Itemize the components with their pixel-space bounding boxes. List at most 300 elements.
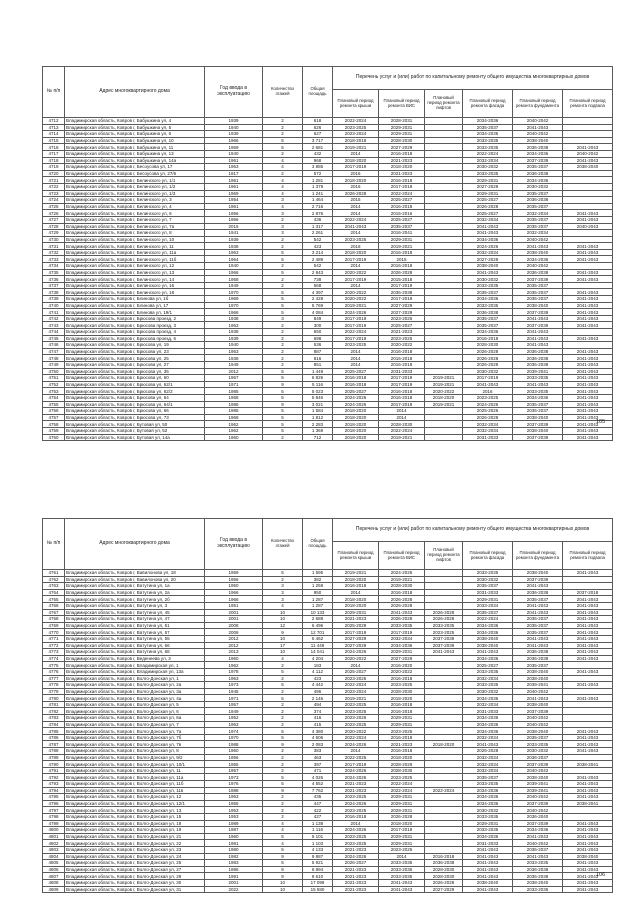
table-cell: 4757 (43, 414, 65, 421)
table-cell: 2040-2042 (513, 767, 563, 774)
table-cell: 2031-2033 (379, 368, 425, 375)
table-cell: 2016-2018 (379, 249, 425, 256)
table-cell: 4 (263, 840, 303, 847)
table-row (43, 728, 613, 735)
table-cell: 2020-2022 (333, 655, 379, 662)
table-cell: 2041-2043 (563, 596, 613, 603)
table-cell: 2041-2043 (463, 381, 513, 388)
table-cell: 3 885 (303, 164, 333, 171)
table-row (43, 820, 613, 827)
table-cell: 2036-2038 (513, 269, 563, 276)
table-cell: 1 595 (303, 570, 333, 577)
table-cell: 471 (303, 767, 333, 774)
table-cell (425, 348, 463, 355)
table-cell: 2037-2039 (513, 157, 563, 164)
table-cell: 2037-2039 (513, 276, 563, 283)
table-cell: 2034-2036 (379, 642, 425, 649)
table-cell: 2018-2020 (379, 164, 425, 171)
table-cell: 2023-2025 (333, 807, 379, 814)
table-cell: 1940 (205, 150, 263, 157)
table-row (43, 662, 613, 669)
table-cell: 2 (263, 721, 303, 728)
table-cell: Владимирская область, Ковров г, Владимирская ул, 13а (65, 668, 205, 675)
table-cell: 2019-2021 (333, 302, 379, 309)
table-cell: 2035-2037 (513, 662, 563, 669)
table-cell (563, 124, 613, 131)
table-cell: 2038-2040 (513, 427, 563, 434)
table-cell: 6 826 (303, 375, 333, 382)
table-row (43, 873, 613, 880)
table-cell: 2035-2037 (513, 164, 563, 171)
table-cell: Владимирская область, Ковров г, Белинского ул, 16 (65, 282, 205, 289)
table-cell: Владимирская область, Ковров г, Блинова ул, 19/1 (65, 309, 205, 316)
table-cell (425, 695, 463, 702)
table-cell: 494 (303, 701, 333, 708)
table-cell: 1 379 (303, 183, 333, 190)
table-cell: 2018-2020 (425, 394, 463, 401)
table-cell: 2033-2035 (513, 860, 563, 867)
table-cell (425, 781, 463, 788)
table-cell: 432 (303, 150, 333, 157)
table-cell: 2019-2021 (379, 434, 425, 441)
table-row (43, 421, 613, 428)
table-cell (425, 309, 463, 316)
table-cell (425, 157, 463, 164)
table-cell: 1973 (205, 774, 263, 781)
table-cell: 2041-2043 (563, 434, 613, 441)
table-cell: 2041-2043 (563, 629, 613, 636)
table-cell: Владимирская область, Ковров г, Веденеева ул, 3 (65, 655, 205, 662)
table-cell: 1987 (205, 827, 263, 834)
table-cell: 2027-2029 (379, 655, 425, 662)
table-cell: 1955 (205, 761, 263, 768)
table-cell: 2041-2043 (513, 124, 563, 131)
table-cell: 2032-2034 (463, 754, 513, 761)
table-cell (425, 282, 463, 289)
table-cell: 2041-2043 (563, 276, 613, 283)
table-cell: 2033-2035 (463, 144, 513, 151)
table-cell (425, 150, 463, 157)
table-cell: 1960 (205, 434, 263, 441)
table-cell: 2030-2032 (463, 368, 513, 375)
table-cell: 1955 (205, 800, 263, 807)
table-cell: 1970 (205, 734, 263, 741)
table-cell: 2023-2025 (333, 721, 379, 728)
table-cell: 1973 (205, 682, 263, 689)
table-cell: 4736 (43, 276, 65, 283)
table-cell: 2 (263, 794, 303, 801)
table-cell: 2029-2031 (379, 807, 425, 814)
table-cell: 2023-2025 (333, 708, 379, 715)
col-header-address: Адрес многоквартирного дома (65, 67, 205, 118)
table-cell: Владимирская область, Ковров г, Волго-Донская ул, 4а (65, 695, 205, 702)
table-cell: 4801 (43, 833, 65, 840)
table-cell: 2018-2020 (333, 157, 379, 164)
table-cell: 2027-2029 (379, 144, 425, 151)
table-cell: 1938 (205, 315, 263, 322)
table-row (43, 414, 613, 421)
col-header-basement: Плановый период ремонта подвала (563, 90, 613, 118)
table-cell (425, 210, 463, 217)
table-cell: 2041-2043 (379, 609, 425, 616)
table-cell: Владимирская область, Ковров г, Волго-Донская ул, 9/2 (65, 754, 205, 761)
table-cell: 2026-2028 (379, 269, 425, 276)
table-cell: 2024-2026 (463, 243, 513, 250)
table-cell: 9 (263, 401, 303, 408)
table-cell: Владимирская область, Ковров г, Брюсова ул, 35 (65, 368, 205, 375)
table-cell (425, 131, 463, 138)
table-cell: 2026-2028 (379, 596, 425, 603)
table-cell: 2041-2043 (563, 335, 613, 342)
table-cell: 4798 (43, 813, 65, 820)
table-cell: 2041-2043 (563, 296, 613, 303)
table-cell: 2033-2035 (463, 668, 513, 675)
table-row (43, 223, 613, 230)
table-cell: 2014 (333, 355, 379, 362)
table-cell: 2022-2024 (333, 682, 379, 689)
register-page-106 (42, 518, 612, 893)
table-cell: 5 846 (303, 394, 333, 401)
table-cell: 2041-2043 (513, 583, 563, 590)
table-cell: 2041-2043 (563, 879, 613, 886)
table-cell: 2041-2043 (563, 361, 613, 368)
table-cell: 10 (263, 879, 303, 886)
table-cell: 2030-2032 (463, 164, 513, 171)
table-cell: Владимирская область, Ковров г, Волго-Донская ул, 10/1 (65, 761, 205, 768)
table-cell: 2041-2043 (379, 886, 425, 893)
table-cell: 4 552 (303, 781, 333, 788)
table-cell: Владимирская область, Ковров г, Волго-Донская ул, 12 (65, 794, 205, 801)
table-row (43, 609, 613, 616)
table-cell (425, 688, 463, 695)
table-cell (425, 761, 463, 768)
table-cell: 2035-2037 (463, 583, 513, 590)
table-cell: Владимирская область, Ковров г, Бабушкина ул, 6 (65, 131, 205, 138)
table-cell: 2024-2026 (333, 649, 379, 656)
table-cell: Владимирская область, Ковров г, Волго-Донская ул, 15 (65, 813, 205, 820)
table-cell: 2023-2025 (379, 728, 425, 735)
table-cell: 374 (303, 708, 333, 715)
table-cell: 2037-2018 (563, 589, 613, 596)
table-cell: Владимирская область, Ковров г, Волго-Донская ул, 22 (65, 840, 205, 847)
table-cell: Владимирская область, Ковров г, Бабушкина ул, 4 (65, 118, 205, 125)
table-row (43, 596, 613, 603)
table-cell: Владимирская область, Ковров г, Блинова ул, 17 (65, 302, 205, 309)
table-cell (425, 296, 463, 303)
table-row (43, 170, 613, 177)
table-cell: 2 (263, 434, 303, 441)
table-cell: 2025-2028 (333, 622, 379, 629)
table-cell: 2028-2030 (379, 137, 425, 144)
table-cell: Владимирская область, Ковров г, Вавилонова ул, 20 (65, 576, 205, 583)
table-cell: 2016-2018 (333, 375, 379, 382)
table-cell: 2 (263, 761, 303, 768)
table-cell: 2041-2043 (563, 144, 613, 151)
table-cell: 5 (263, 728, 303, 735)
table-cell: 2041-2043 (563, 682, 613, 689)
table-cell: 2029-2031 (379, 236, 425, 243)
table-cell: 1968 (205, 414, 263, 421)
table-cell: 5 (263, 846, 303, 853)
table-cell (563, 767, 613, 774)
table-cell: 1991 (205, 873, 263, 880)
table-cell: 2026-2027 (333, 860, 379, 867)
table-cell: 2034-2036 (463, 800, 513, 807)
table-cell: 2016-2018 (379, 701, 425, 708)
table-cell: 4 (263, 190, 303, 197)
table-cell: 568 (303, 282, 333, 289)
table-cell: 2018-2020 (333, 408, 379, 415)
table-cell (563, 190, 613, 197)
table-cell: 2037-2039 (513, 309, 563, 316)
table-cell: 2025-2027 (379, 322, 425, 329)
table-cell (425, 800, 463, 807)
table-cell: 1949 (205, 361, 263, 368)
table-cell: 2023-2025 (333, 124, 379, 131)
table-cell: 2 (263, 282, 303, 289)
table-cell: 2014 (333, 150, 379, 157)
table-cell: Владимирская область, Ковров г, Брюсова проезд, 6 (65, 335, 205, 342)
table-cell: 2041-2043 (563, 216, 613, 223)
table-cell: 2016-2018 (425, 853, 463, 860)
table-cell: 2017-2019 (379, 296, 425, 303)
table-cell: Владимирская область, Ковров г, Белинского ул, 12 (65, 263, 205, 270)
table-cell (425, 602, 463, 609)
table-cell: 2028-2029 (379, 761, 425, 768)
table-cell: 2027-2029 (463, 183, 513, 190)
table-row (43, 774, 613, 781)
table-cell: 5 (263, 289, 303, 296)
table-cell (425, 236, 463, 243)
table-cell (425, 190, 463, 197)
table-row (43, 741, 613, 748)
table-cell: 5 (263, 421, 303, 428)
table-cell: 1961 (205, 157, 263, 164)
table-cell: 2014 (333, 263, 379, 270)
table-cell: 9 (263, 741, 303, 748)
table-row (43, 642, 613, 649)
table-cell: 1 281 (303, 177, 333, 184)
table-row (43, 150, 613, 157)
table-cell: 2030-2032 (513, 183, 563, 190)
table-cell (425, 223, 463, 230)
table-cell: 9 (263, 873, 303, 880)
table-cell: 2029-2031 (379, 833, 425, 840)
table-cell: Владимирская область, Ковров г, Волго-Донская ул, 18 (65, 820, 205, 827)
table-cell: 738 (303, 276, 333, 283)
table-cell: 4720 (43, 170, 65, 177)
table-cell: 1 317 (303, 223, 333, 230)
table-cell: 2022-2024 (379, 190, 425, 197)
table-cell: 2033-2035 (379, 873, 425, 880)
register-page-105 (42, 66, 612, 441)
table-row (43, 137, 613, 144)
table-cell: 2024-2026 (333, 827, 379, 834)
table-cell: 2018-2020 (333, 576, 379, 583)
table-cell: 4714 (43, 131, 65, 138)
table-cell: 4721 (43, 177, 65, 184)
table-cell: 2037-2039 (513, 421, 563, 428)
table-cell: 1956 (205, 754, 263, 761)
table-row (43, 602, 613, 609)
table-cell: 2032-2034 (463, 249, 513, 256)
table-cell: 2028-2030 (379, 688, 425, 695)
table-cell: 2038-2040 (513, 774, 563, 781)
table-cell: 2041-2043 (513, 635, 563, 642)
table-cell: Владимирская область, Ковров г, Брюсова ул, 64 (65, 394, 205, 401)
table-cell: 2034-2036 (463, 695, 513, 702)
table-cell: Владимирская область, Ковров г, Волго-Донская ул, 3а (65, 688, 205, 695)
table-cell: 2019-2021 (425, 381, 463, 388)
table-cell: 4726 (43, 210, 65, 217)
col-header-roof: Плановый период ремонта крыши (333, 542, 379, 570)
table-cell (563, 701, 613, 708)
table-cell: 2025-2027 (463, 210, 513, 217)
table-cell: 2026-2028 (463, 361, 513, 368)
table-cell: Владимирская область, Ковров г, Ватутина ул, 1а (65, 583, 205, 590)
table-cell: 1 103 (303, 840, 333, 847)
table-cell: 1940 (205, 263, 263, 270)
table-cell: 5 921 (303, 860, 333, 867)
table-cell: 2 (263, 708, 303, 715)
table-cell: 4789 (43, 754, 65, 761)
table-cell: 1968 (205, 394, 263, 401)
table-row (43, 269, 613, 276)
table-cell: 2028-2030 (425, 866, 463, 873)
table-cell: 4743 (43, 322, 65, 329)
table-cell: Владимирская область, Ковров г, Волго-Донская ул, 5 (65, 701, 205, 708)
table-cell: 4741 (43, 309, 65, 316)
table-cell (425, 414, 463, 421)
table-cell: Владимирская область, Ковров г, Белинского ул, 11б (65, 256, 205, 263)
table-row (43, 335, 613, 342)
table-cell: Владимирская область, Ковров г, Белинского ул, 14 (65, 276, 205, 283)
table-cell: 10 133 (303, 609, 333, 616)
table-cell: 4776 (43, 668, 65, 675)
table-cell: 2023-2025 (379, 682, 425, 689)
table-cell: 2041-2043 (563, 256, 613, 263)
table-row (43, 381, 613, 388)
table-cell: 2040-2043 (563, 223, 613, 230)
table-cell: 2022-2024 (333, 329, 379, 336)
table-cell: 2014 (333, 230, 379, 237)
table-cell: 5 (263, 394, 303, 401)
table-row (43, 886, 613, 893)
table-cell: 463 (303, 754, 333, 761)
table-cell: 2028-2030 (379, 583, 425, 590)
table-cell: 5 (263, 570, 303, 577)
table-row (43, 203, 613, 210)
table-cell: 5 (263, 256, 303, 263)
table-cell: 1964 (205, 256, 263, 263)
table-cell: 2029-2031 (379, 124, 425, 131)
table-cell: 2041-2043 (463, 846, 513, 853)
table-cell: 1 258 (303, 583, 333, 590)
table-cell: 2022-2024 (379, 427, 425, 434)
table-cell: 4718 (43, 157, 65, 164)
table-cell: 1 584 (303, 408, 333, 415)
table-cell: 2036-2040 (513, 813, 563, 820)
table-cell: 4729 (43, 230, 65, 237)
table-cell: 2029-2031 (463, 820, 513, 827)
table-cell: 2021-2023 (379, 329, 425, 336)
table-cell: 2041-2043 (563, 355, 613, 362)
table-cell: Владимирская область, Ковров г, Белинского ул, 3 (65, 197, 205, 204)
table-cell: 2024-2026 (333, 309, 379, 316)
table-cell: 2032-2034 (463, 427, 513, 434)
table-cell: 2014 (333, 589, 379, 596)
table-cell: 2037-2039 (425, 642, 463, 649)
table-cell: 2016-2018 (333, 583, 379, 590)
table-cell: 1959 (205, 570, 263, 577)
table-row (43, 781, 613, 788)
table-cell: 2041-2043 (463, 873, 513, 880)
table-row (43, 879, 613, 886)
table-cell: 2032-2034 (463, 157, 513, 164)
table-cell: 2012 (205, 368, 263, 375)
table-cell: Владимирская область, Ковров г, Ватутина ул, 3 (65, 602, 205, 609)
table-cell: 3 214 (303, 249, 333, 256)
table-cell (425, 589, 463, 596)
table-cell: Владимирская область, Ковров г, Волго-Донская ул, 7в (65, 741, 205, 748)
table-row (43, 761, 613, 768)
table-cell: 2032-2034 (463, 761, 513, 768)
table-cell: 4759 (43, 427, 65, 434)
table-cell (563, 183, 613, 190)
table-cell: 4781 (43, 701, 65, 708)
table-cell (425, 170, 463, 177)
table-cell: 3 (263, 589, 303, 596)
table-cell: 4769 (43, 622, 65, 629)
table-cell: Владимирская область, Ковров г, Ватутина ул, 66 (65, 642, 205, 649)
table-cell: 4 506 (303, 734, 333, 741)
table-cell: 1 241 (303, 190, 333, 197)
table-cell: 2017-2019 (379, 381, 425, 388)
table-cell: 2038-2040 (513, 668, 563, 675)
table-cell: 2024-2026 (463, 401, 513, 408)
table-cell: 1957 (205, 701, 263, 708)
table-cell: Владимирская область, Ковров г, Волго-Донская ул, 25 (65, 860, 205, 867)
table-cell: 2040-2042 (513, 794, 563, 801)
table-cell: 2 (263, 243, 303, 250)
table-cell: 2027-2029 (333, 642, 379, 649)
table-cell: 2035-2037 (513, 223, 563, 230)
table-cell: 2041-2043 (563, 388, 613, 395)
table-cell: 2024-2026 (333, 741, 379, 748)
table-cell: 2 (263, 322, 303, 329)
table-cell: 3 717 (303, 137, 333, 144)
table-cell: 2029-2031 (463, 177, 513, 184)
table-cell: 2 (263, 216, 303, 223)
table-cell: 2038-2040 (563, 853, 613, 860)
table-cell: 4 (263, 183, 303, 190)
table-cell: Владимирская область, Ковров г, Волго-Донская ул, 1 (65, 675, 205, 682)
table-cell: 2019-2021 (333, 144, 379, 151)
table-cell: 5 (263, 833, 303, 840)
table-row (43, 263, 613, 270)
table-cell: 2014 (333, 282, 379, 289)
table-cell: 2026-2028 (463, 203, 513, 210)
table-cell: 4 204 (303, 655, 333, 662)
table-cell: 2019-2021 (425, 401, 463, 408)
table-cell: 2 681 (303, 144, 333, 151)
table-cell: Владимирская область, Ковров г, Белинского ул, 7 (65, 216, 205, 223)
table-cell (425, 820, 463, 827)
table-cell (563, 230, 613, 237)
table-cell (425, 361, 463, 368)
table-cell: 4792 (43, 774, 65, 781)
table-cell: 2034-2036 (463, 728, 513, 735)
